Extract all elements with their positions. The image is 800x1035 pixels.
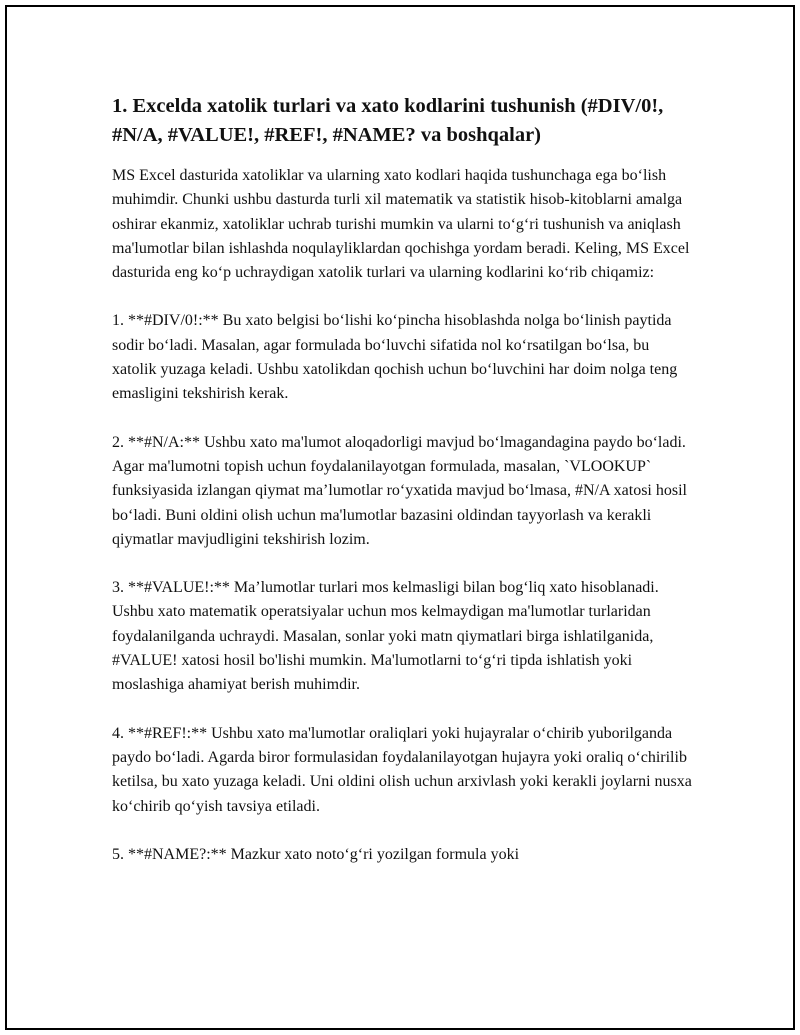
error-ref-paragraph: 4. **#REF!:** Ushbu xato ma'lumotlar oraliqlari yoki hujayralar o‘chirib yuborilganda paydo bo‘ladi. Agarda biror formulasidan foydalanilayotgan hujayra yoki oraliq o‘chirilib ketilsa, bu xato yuzaga keladi. Uni oldini olish uchun arxivlash yoki kerakli joylarni nusxa ko‘chirib qo‘yish tavsiya etiladi.: [112, 724, 692, 815]
section-heading: 1. Excelda xatolik turlari va xato kodlarini tushunish (#DIV/0!, #N/A, #VALUE!, #REF!, #NAME? va boshqalar): [112, 95, 664, 146]
error-name-paragraph: 5. **#NAME?:** Mazkur xato noto‘g‘ri yozilgan formula yoki: [112, 845, 520, 863]
error-div0-paragraph: 1. **#DIV/0!:** Bu xato belgisi bo‘lishi ko‘pincha hisoblashda nolga bo‘linish paytida sodir bo‘ladi. Masalan, agar formulada bo‘luvchi sifatida nol ko‘rsatilgan bo‘lsa, bu xatolik yuzaga keladi. Ushbu xatolikdan qochish uchun bo‘luvchini har doim nolga teng emasligini tekshirish kerak.: [112, 312, 678, 403]
document-content: [112, 92, 697, 891]
intro-paragraph: MS Excel dasturida xatoliklar va ularning xato kodlari haqida tushunchaga ega bo‘lish muhimdir. Chunki ushbu dasturda turli xil matematik va statistik hisob-kitoblarni amalga oshirar ekanmiz, xatoliklar uchrab turishi mumkin va ularni to‘g‘ri tushunish va aniqlash ma'lumotlar bilan ishlashda noqulayliklardan qochishga yordam beradi. Keling, MS Excel dasturida eng ko‘p uchraydigan xatolik turlari va ularning kodlarini ko‘rib chiqamiz:: [112, 167, 690, 282]
error-na-paragraph: 2. **#N/A:** Ushbu xato ma'lumot aloqadorligi mavjud bo‘lmagandagina paydo bo‘ladi. Agar ma'lumotni topish uchun foydalanilayotgan formulada, masalan, `VLOOKUP` funksiyasida izlangan qiymat ma’lumotlar ro‘yxatida mavjud bo‘lmasa, #N/A xatosi hosil bo‘ladi. Buni oldini olish uchun ma'lumotlar bazasini oldindan tayyorlash va kerakli qiymatlar mavjudligini tekshirish lozim.: [112, 433, 687, 548]
error-value-paragraph: 3. **#VALUE!:** Ma’lumotlar turlari mos kelmasligi bilan bog‘liq xato hisoblanadi. Ushbu xato matematik operatsiyalar uchun mos kelmaydigan ma'lumotlar turlaridan foydalanilganda uchraydi. Masalan, sonlar yoki matn qiymatlari birga ishlatilganida, #VALUE! xatosi hosil bo'lishi mumkin. Ma'lumotlarni to‘g‘ri tipda ishlatish yoki moslashiga ahamiyat berish muhimdir.: [112, 579, 659, 694]
